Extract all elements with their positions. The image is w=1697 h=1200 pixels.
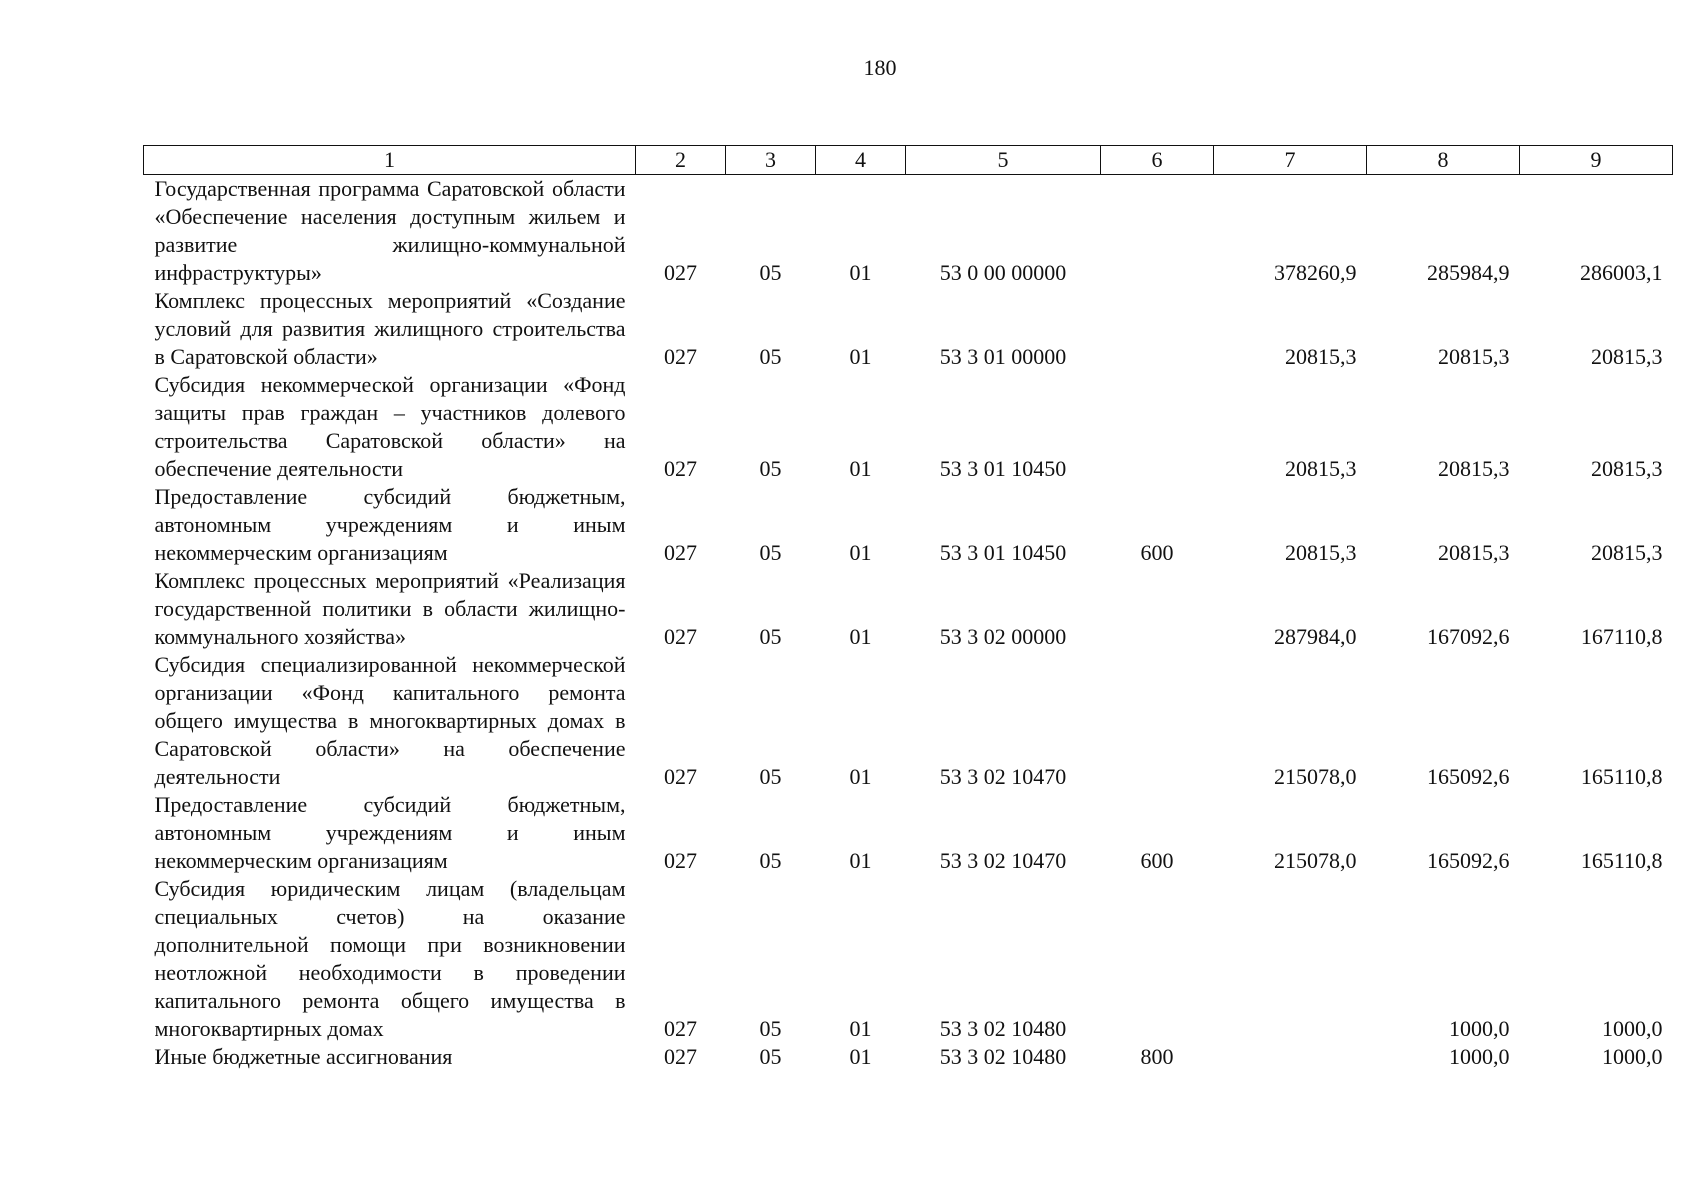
section-code: 05 (759, 848, 782, 873)
section-code: 05 (759, 1016, 782, 1041)
row-name: Субсидия юридическим лицам (владельцам специальных счетов) на оказание дополнительной помощи при возникновении неотложной необходимости в проведении капитального ремонта общего имущества в многоквартирных домах (154, 876, 626, 1041)
table-row (144, 651, 1673, 791)
column-header: 7 (1214, 146, 1367, 175)
column-header: 6 (1101, 146, 1214, 175)
section-code: 05 (759, 260, 782, 285)
table-row (144, 483, 1673, 567)
target-article: 53 3 02 10480 (939, 1016, 1067, 1041)
column-header: 5 (906, 146, 1101, 175)
section-code: 05 (759, 764, 782, 789)
amount-col7: 215078,0 (1274, 764, 1357, 789)
amount-col8: 165092,6 (1427, 764, 1510, 789)
ministry-code: 027 (664, 260, 697, 285)
section-code: 05 (759, 540, 782, 565)
target-article: 53 3 02 10480 (939, 1044, 1067, 1069)
amount-col7: 20815,3 (1285, 344, 1357, 369)
subsection-code: 01 (849, 344, 872, 369)
subsection-code: 01 (849, 1044, 872, 1069)
amount-col9: 165110,8 (1580, 848, 1663, 873)
row-name: Предоставление субсидий бюджетным, автономным учреждениям и иным некоммерческим организациям (154, 484, 626, 565)
row-name: Государственная программа Саратовской области «Обеспечение населения доступным жильем и развитие жилищно-коммунальной инфраструктуры» (154, 176, 626, 285)
amount-col7: 20815,3 (1285, 456, 1357, 481)
table-row (144, 371, 1673, 483)
expense-type (1101, 875, 1214, 1043)
amount-col7: 287984,0 (1274, 624, 1357, 649)
amount-col7 (1214, 875, 1367, 1043)
amount-col9: 20815,3 (1591, 540, 1663, 565)
ministry-code: 027 (664, 848, 697, 873)
target-article: 53 3 02 10470 (939, 848, 1067, 873)
subsection-code: 01 (849, 624, 872, 649)
amount-col9: 286003,1 (1580, 260, 1663, 285)
amount-col9: 1000,0 (1602, 1044, 1663, 1069)
table-row (144, 567, 1673, 651)
row-name: Субсидия некоммерческой организации «Фонд защиты прав граждан – участников долевого строительства Саратовской области» на обеспечение деятельности (154, 372, 626, 481)
expense-type (1101, 287, 1214, 371)
amount-col7: 215078,0 (1274, 848, 1357, 873)
subsection-code: 01 (849, 1016, 872, 1041)
subsection-code: 01 (849, 764, 872, 789)
header-row (144, 146, 1673, 175)
column-header: 4 (816, 146, 906, 175)
section-code: 05 (759, 456, 782, 481)
amount-col7 (1214, 1043, 1367, 1071)
table-row (144, 791, 1673, 875)
table-row (144, 875, 1673, 1043)
ministry-code: 027 (664, 344, 697, 369)
expense-type: 600 (1140, 540, 1174, 565)
expense-type (1101, 567, 1214, 651)
amount-col7: 20815,3 (1285, 540, 1357, 565)
amount-col9: 20815,3 (1591, 344, 1663, 369)
amount-col8: 167092,6 (1427, 624, 1510, 649)
section-code: 05 (759, 1044, 782, 1069)
target-article: 53 3 01 10450 (939, 540, 1067, 565)
column-header: 3 (726, 146, 816, 175)
section-code: 05 (759, 624, 782, 649)
amount-col8: 20815,3 (1438, 540, 1510, 565)
table-row (144, 287, 1673, 371)
ministry-code: 027 (664, 456, 697, 481)
column-header: 8 (1367, 146, 1520, 175)
amount-col8: 20815,3 (1438, 456, 1510, 481)
amount-col9: 165110,8 (1580, 764, 1663, 789)
budget-table (143, 145, 1673, 1071)
row-name: Субсидия специализированной некоммерческой организации «Фонд капитального ремонта общего имущества в многоквартирных домах в Саратовской области» на обеспечение деятельности (154, 652, 626, 789)
amount-col8: 1000,0 (1449, 1044, 1510, 1069)
row-name: Комплекс процессных мероприятий «Реализация государственной политики в области жилищно-коммунального хозяйства» (154, 568, 626, 649)
expense-type (1101, 371, 1214, 483)
expense-type (1101, 651, 1214, 791)
subsection-code: 01 (849, 848, 872, 873)
subsection-code: 01 (849, 540, 872, 565)
amount-col9: 167110,8 (1580, 624, 1663, 649)
row-name: Предоставление субсидий бюджетным, автономным учреждениям и иным некоммерческим организациям (154, 792, 626, 873)
amount-col7: 378260,9 (1274, 260, 1357, 285)
expense-type (1101, 175, 1214, 288)
target-article: 53 3 01 10450 (939, 456, 1067, 481)
ministry-code: 027 (664, 764, 697, 789)
column-header: 2 (636, 146, 726, 175)
target-article: 53 0 00 00000 (939, 260, 1067, 285)
amount-col9: 1000,0 (1602, 1016, 1663, 1041)
page-number: 180 (863, 55, 897, 80)
amount-col8: 285984,9 (1427, 260, 1510, 285)
table-row (144, 1043, 1673, 1071)
target-article: 53 3 02 00000 (939, 624, 1067, 649)
target-article: 53 3 01 00000 (939, 344, 1067, 369)
column-header: 1 (144, 146, 636, 175)
amount-col8: 20815,3 (1438, 344, 1510, 369)
row-name: Комплекс процессных мероприятий «Создание условий для развития жилищного строительства в Саратовской области» (154, 288, 626, 369)
ministry-code: 027 (664, 540, 697, 565)
subsection-code: 01 (849, 260, 872, 285)
ministry-code: 027 (664, 1044, 697, 1069)
expense-type: 800 (1140, 1044, 1174, 1069)
row-name: Иные бюджетные ассигнования (154, 1044, 453, 1069)
subsection-code: 01 (849, 456, 872, 481)
amount-col9: 20815,3 (1591, 456, 1663, 481)
target-article: 53 3 02 10470 (939, 764, 1067, 789)
amount-col8: 1000,0 (1449, 1016, 1510, 1041)
ministry-code: 027 (664, 1016, 697, 1041)
ministry-code: 027 (664, 624, 697, 649)
amount-col8: 165092,6 (1427, 848, 1510, 873)
section-code: 05 (759, 344, 782, 369)
expense-type: 600 (1140, 848, 1174, 873)
table-row (144, 175, 1673, 288)
column-header: 9 (1520, 146, 1673, 175)
